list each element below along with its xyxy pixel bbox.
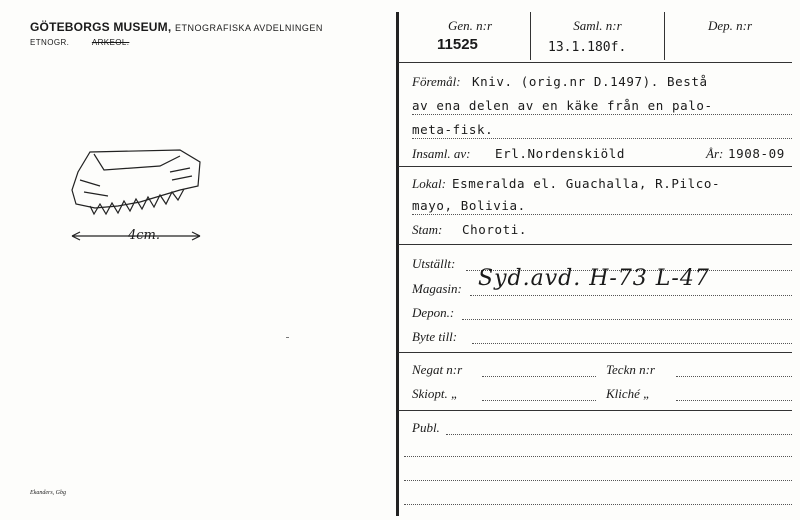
- museum-heading: [30, 20, 323, 34]
- year-value: 1908-09: [728, 146, 785, 161]
- magasin-dotline: [470, 295, 792, 296]
- category-line: [30, 38, 129, 47]
- publ-label: Publ.: [412, 420, 440, 435]
- lokal-line-1: Esmeralda el. Guachalla, R.Pilco-: [452, 176, 721, 191]
- depon-label: Depon.:: [412, 305, 455, 320]
- printer-credit: Ekanders, Gbg: [30, 490, 66, 496]
- negat-dotline: [482, 376, 596, 377]
- stam-value: Choroti.: [462, 222, 528, 237]
- byte-dotline: [472, 343, 792, 344]
- header-divider-1: [530, 12, 531, 60]
- foremal-line-3: meta-fisk.: [412, 122, 494, 137]
- department-name: ETNOGRAFISKA AVDELNINGEN: [174, 23, 323, 33]
- category-arkeol-struck: ARKEOL.: [91, 38, 130, 47]
- gen-nr-label: Gen. n:r: [447, 18, 493, 33]
- stray-mark: [286, 337, 289, 338]
- jaw-inner-edge: [94, 154, 180, 170]
- insaml-value: Erl.Nordenskiöld: [495, 146, 626, 161]
- lokal-line-2: mayo, Bolivia.: [412, 198, 526, 213]
- header-bottom-rule: [398, 62, 792, 63]
- magasin-label: Magasin:: [412, 281, 462, 296]
- foremal-dotline-1: [412, 114, 792, 115]
- utstallt-label: Utställt:: [412, 256, 456, 271]
- lokal-label: Lokal:: [412, 176, 446, 191]
- magasin-handwritten-value: Syd.avd. H-73 L-47: [478, 266, 710, 291]
- foremal-label: Föremål:: [412, 74, 461, 89]
- publ-dotline-1: [446, 434, 792, 435]
- publ-dotline-3: [404, 480, 792, 481]
- teckn-label: Teckn n:r: [606, 362, 655, 377]
- rule-after-stam: [398, 244, 792, 245]
- publ-dotline-2: [404, 456, 792, 457]
- foremal-line-1: Kniv. (orig.nr D.1497). Bestå: [472, 74, 708, 89]
- saml-nr-label: Saml. n:r: [573, 18, 622, 33]
- publ-dotline-4: [404, 504, 792, 505]
- byte-label: Byte till:: [412, 329, 458, 344]
- rule-after-kliche: [398, 410, 792, 411]
- foremal-dotline-2: [412, 138, 792, 139]
- depon-dotline: [462, 319, 792, 320]
- insaml-label: Insaml. av:: [412, 146, 471, 161]
- dep-nr-label: Dep. n:r: [707, 18, 753, 33]
- rule-after-byte: [398, 352, 792, 353]
- scale-label: 4cm.: [128, 228, 161, 243]
- gen-nr-value: 11525: [437, 36, 478, 53]
- kliche-label: Kliché „: [606, 386, 651, 401]
- year-label: År:: [706, 146, 724, 161]
- museum-name: GÖTEBORGS MUSEUM,: [30, 20, 172, 34]
- skiopt-dotline: [482, 400, 596, 401]
- header-divider-2: [664, 12, 665, 60]
- skiopt-label: Skiopt. „: [412, 386, 459, 401]
- saml-nr-value: 13.1.180f.: [548, 40, 627, 55]
- teckn-dotline: [676, 376, 792, 377]
- rule-after-insaml: [398, 166, 792, 167]
- card-divider: [396, 12, 399, 516]
- lokal-dotline: [412, 214, 792, 215]
- stam-label: Stam:: [412, 222, 443, 237]
- negat-label: Negat n:r: [412, 362, 463, 377]
- category-etnogr: ETNOGR.: [30, 38, 70, 47]
- foremal-line-2: av ena delen av en käke från en palo-: [412, 98, 713, 113]
- kliche-dotline: [676, 400, 792, 401]
